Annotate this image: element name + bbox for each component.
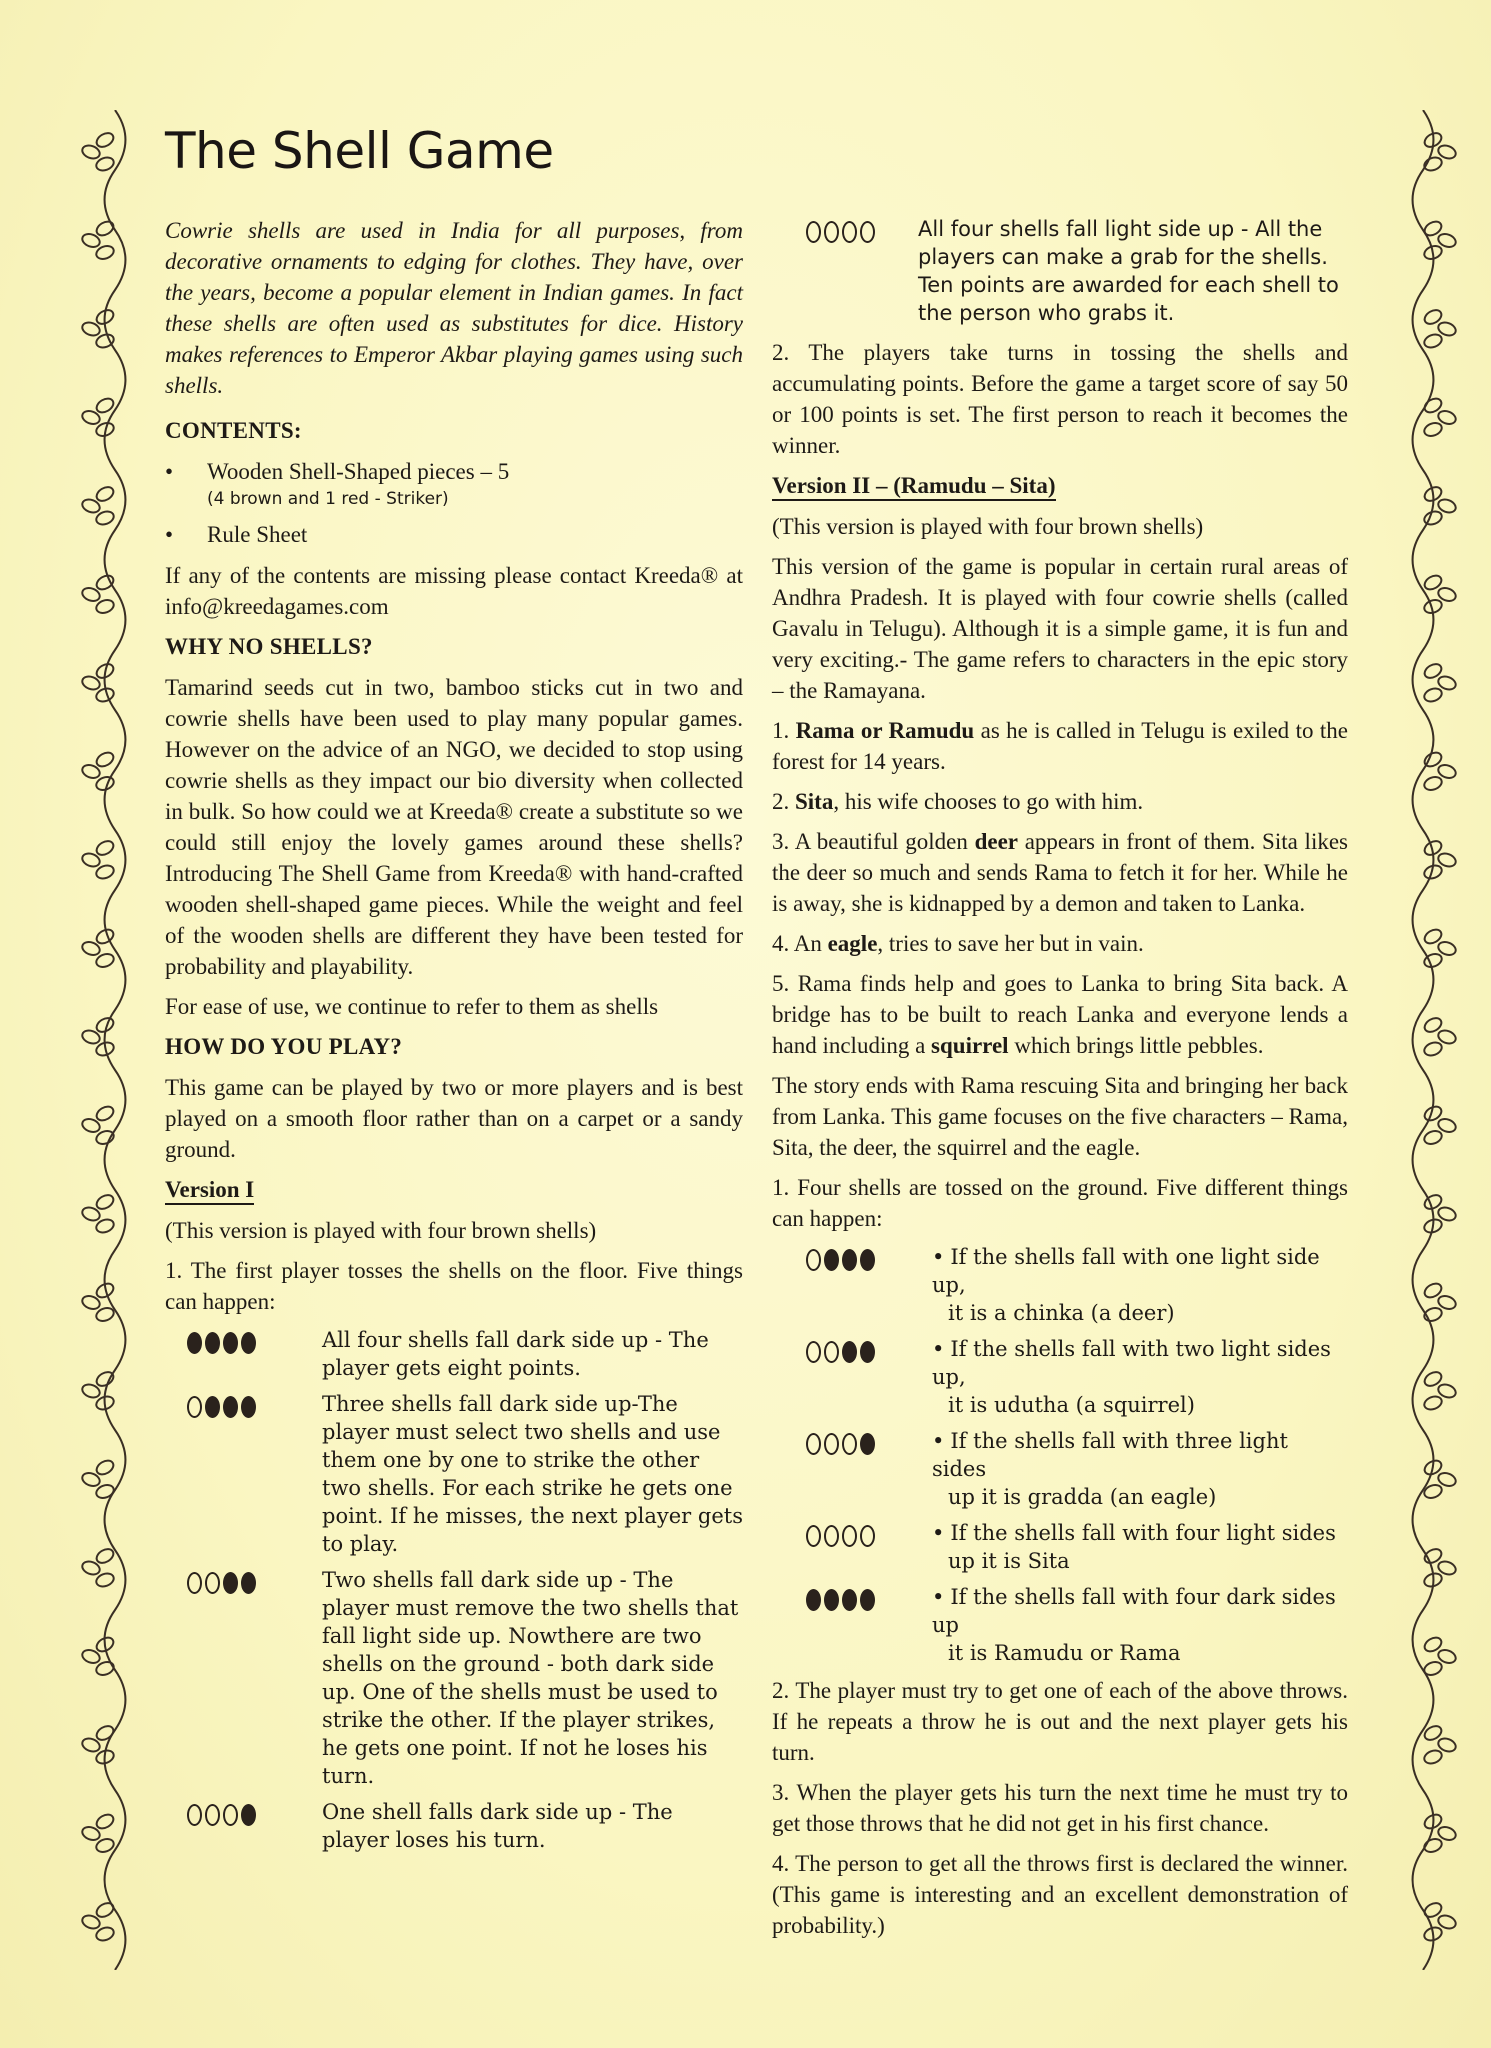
dark-shell-icon <box>860 1341 875 1363</box>
dark-shell-icon <box>842 1249 857 1271</box>
outcome-line: If the shells fall with two light sides up, <box>932 1337 1331 1389</box>
leaf-icon <box>80 838 115 880</box>
light-shell-icon <box>806 221 821 243</box>
leaf-icon <box>1422 573 1457 615</box>
outcome-text <box>932 1427 1348 1511</box>
shell-icons <box>772 1519 932 1547</box>
left-vine-border <box>70 110 160 1970</box>
leaf-icon <box>80 573 115 615</box>
version1-step2: 2. The players take turns in tossing the shells and accumulating points. Before the game a target score of say 50 or 100 points is set. The first person to reach it becomes the winner. <box>772 340 1348 458</box>
light-shell-icon <box>806 1249 821 1271</box>
shell-icons <box>772 1243 932 1271</box>
dark-shell-icon <box>205 1332 220 1354</box>
outcome-text <box>932 1243 1348 1327</box>
dark-shell-icon <box>860 1249 875 1271</box>
shell-icons <box>772 1427 932 1455</box>
story-text: 5. Rama finds help and goes to Lanka to bring Sita back. A bridge has to be built to reach Lanka and everyone lends a hand including a <box>772 971 1348 1058</box>
leaf-icon <box>80 1546 115 1588</box>
page-title: The Shell Game <box>165 122 554 180</box>
missing-contents-note: If any of the contents are missing please contact Kreeda® at info@kreedagames.com <box>165 563 743 619</box>
shell-icons <box>772 215 918 243</box>
light-shell-icon <box>824 221 839 243</box>
light-shell-icon <box>806 1433 821 1455</box>
dark-shell-icon <box>223 1572 238 1594</box>
version2-outcome <box>772 1583 1348 1667</box>
leaf-icon <box>80 1812 115 1854</box>
version2-outcome <box>772 1243 1348 1327</box>
outcome-text: Three shells fall dark side up-The player must select two shells and use them one by one to strike the other two shells. For each strike he gets one point. If he misses, the next player gets to play. <box>322 1392 743 1556</box>
story-text: appears in front of them. Sita likes the deer so much and sends Rama to fetch it for her. While he is away, she is kidnapped by a demon and taken to Lanka. <box>772 829 1348 916</box>
dark-shell-icon <box>806 1589 821 1611</box>
leaf-icon <box>1422 1192 1457 1234</box>
outcome-text <box>932 1335 1348 1419</box>
leaf-icon <box>80 1015 115 1057</box>
story-text: as he is called in Telugu is exiled to the forest for 14 years. <box>772 718 1348 774</box>
version2-step1: 1. Four shells are tossed on the ground. Five different things can happen: <box>772 1175 1348 1231</box>
bullet: • <box>932 1585 945 1609</box>
leaf-icon <box>1422 307 1457 349</box>
leaf-icon <box>80 927 115 969</box>
how-to-play-heading: HOW DO YOU PLAY? <box>165 1034 403 1059</box>
outcome-text <box>932 1519 1348 1575</box>
bullet: • <box>165 522 174 547</box>
story-character: deer <box>974 829 1018 854</box>
outcome-text: Two shells fall dark side up - The player must remove the two shells that fall light side up. Nowthere are two shells on the ground - both dark side up. One of the shells must be used to strike the other. If the player strikes, he gets one point. If not he loses his turn. <box>322 1568 739 1788</box>
leaf-icon <box>1422 1546 1457 1588</box>
contents-list <box>165 456 743 550</box>
version1-outcome <box>165 1566 743 1790</box>
leaf-icon <box>80 750 115 792</box>
leaf-icon <box>80 130 115 172</box>
dark-shell-icon <box>842 1589 857 1611</box>
leaf-icon <box>80 1900 115 1942</box>
story-character: squirrel <box>931 1033 1009 1058</box>
contents-item-sub: (4 brown and 1 red - Striker) <box>207 489 449 509</box>
why-no-shells-heading: WHY NO SHELLS? <box>165 634 373 659</box>
shell-icons <box>165 1390 322 1418</box>
contents-heading: CONTENTS: <box>165 418 302 443</box>
outcome-line: it is udutha (a squirrel) <box>948 1393 1195 1417</box>
contents-item-label: Wooden Shell-Shaped pieces – 5 <box>207 459 510 484</box>
outcome-line: If the shells fall with three light sides <box>932 1429 1288 1481</box>
outcome-line: up it is Sita <box>948 1549 1070 1573</box>
leaf-icon <box>80 1104 115 1146</box>
story-step <box>772 826 1348 919</box>
dark-shell-icon <box>241 1804 256 1826</box>
version1-outcome <box>165 1390 743 1558</box>
story-step <box>772 715 1348 777</box>
story-text: 2. <box>772 789 795 814</box>
leaf-icon <box>80 1458 115 1500</box>
dark-shell-icon <box>860 1589 875 1611</box>
dark-shell-icon <box>860 1433 875 1455</box>
light-shell-icon <box>860 1525 875 1547</box>
story-step <box>772 968 1348 1061</box>
contents-item <box>165 456 743 511</box>
version1-heading: Version I <box>165 1176 254 1205</box>
outcome-line: it is Ramudu or Rama <box>948 1641 1181 1665</box>
leaf-icon <box>1422 396 1457 438</box>
outcome-text: One shell falls dark side up - The player loses his turn. <box>322 1800 673 1852</box>
light-shell-icon <box>187 1396 202 1418</box>
contents-item <box>165 519 743 550</box>
intro-paragraph: Cowrie shells are used in India for all purposes, from decorative ornaments to edging for clothes. They have, over the years, become a popular element in Indian games. In fact these shells are often used as substitutes for dice. History makes references to Emperor Akbar playing games using such shells. <box>165 218 743 398</box>
version2-heading: Version II – (Ramudu – Sita) <box>772 472 1056 501</box>
story-text: which brings little pebbles. <box>1008 1033 1264 1058</box>
leaf-icon <box>80 661 115 703</box>
leaf-icon <box>1422 130 1457 172</box>
version2-outcome <box>772 1519 1348 1575</box>
story-text: 3. A beautiful golden <box>772 829 975 854</box>
leaf-icon <box>80 1192 115 1234</box>
shell-icons <box>165 1326 322 1354</box>
light-shell-icon <box>824 1525 839 1547</box>
light-shell-icon <box>842 221 857 243</box>
version2-step2: 2. The player must try to get one of each of the above throws. If he repeats a throw he is out and the next player gets his turn. <box>772 1678 1348 1765</box>
leaf-icon <box>80 484 115 526</box>
version1-outcome <box>165 1326 743 1382</box>
right-column <box>772 215 1348 1950</box>
right-vine-border <box>1378 110 1468 1970</box>
outcome-line: If the shells fall with four dark sides up <box>932 1585 1336 1637</box>
leaf-icon <box>1422 1104 1457 1146</box>
light-shell-icon <box>223 1804 238 1826</box>
dark-shell-icon <box>223 1332 238 1354</box>
version1-outcome <box>165 1798 743 1854</box>
story-step <box>772 786 1348 817</box>
light-shell-icon <box>824 1433 839 1455</box>
story-text: 4. An <box>772 931 828 956</box>
dark-shell-icon <box>241 1332 256 1354</box>
leaf-icon <box>1422 1458 1457 1500</box>
why-no-shells-body: Tamarind seeds cut in two, bamboo sticks cut in two and cowrie shells have been used to play many popular games. However on the advice of an NGO, we decided to stop using cowrie shells as they impact our bio diversity when collected in bulk. So how could we at Kreeda® create a substitute so we could still enjoy the lovely games around these shells? Introducing The Shell Game from Kreeda® with hand-crafted wooden shell-shaped game pieces. While the weight and feel of the wooden shells are different they have been tested for probability and playability. <box>165 675 743 979</box>
outcome-text: All four shells fall light side up - All the players can make a grab for the shells. Ten points are awarded for each shell to the person who grabs it. <box>918 217 1339 325</box>
light-shell-icon <box>824 1341 839 1363</box>
story-character: Sita <box>795 789 834 814</box>
light-shell-icon <box>806 1341 821 1363</box>
shell-icons <box>772 1583 932 1611</box>
leaf-icon <box>80 219 115 261</box>
version2-outcome <box>772 1335 1348 1419</box>
leaf-icon <box>1422 661 1457 703</box>
light-shell-icon <box>205 1572 220 1594</box>
shell-icons <box>772 1335 932 1363</box>
version2-outcome <box>772 1427 1348 1511</box>
leaf-icon <box>1422 838 1457 880</box>
leaf-icon <box>80 1723 115 1765</box>
dark-shell-icon <box>824 1589 839 1611</box>
leaf-icon <box>1422 750 1457 792</box>
story-text: , tries to save her but in vain. <box>877 931 1144 956</box>
light-shell-icon <box>205 1804 220 1826</box>
outcome-text <box>932 1583 1348 1667</box>
leaf-icon <box>80 1635 115 1677</box>
bullet: • <box>932 1429 945 1453</box>
dark-shell-icon <box>223 1396 238 1418</box>
story-character: Rama or Ramudu <box>795 718 975 743</box>
dark-shell-icon <box>241 1572 256 1594</box>
dark-shell-icon <box>205 1396 220 1418</box>
leaf-icon <box>1422 1723 1457 1765</box>
light-shell-icon <box>187 1804 202 1826</box>
leaf-icon <box>1422 927 1457 969</box>
light-shell-icon <box>842 1525 857 1547</box>
version2-step4: 4. The person to get all the throws first is declared the winner.(This game is interesting and an excellent demonstration of probability.) <box>772 1851 1348 1938</box>
leaf-icon <box>1422 219 1457 261</box>
shell-icons <box>165 1798 322 1826</box>
version2-step3: 3. When the player gets his turn the next time he must try to get those throws that he did not get in his first chance. <box>772 1780 1348 1836</box>
leaf-icon <box>1422 1900 1457 1942</box>
outcome-text: All four shells fall dark side up - The player gets eight points. <box>322 1328 709 1380</box>
story-step <box>772 928 1348 959</box>
story-end: The story ends with Rama rescuing Sita and bringing her back from Lanka. This game focuses on the five characters – Rama, Sita, the deer, the squirrel and the eagle. <box>772 1073 1348 1160</box>
shell-icons <box>165 1566 322 1594</box>
light-shell-icon <box>842 1433 857 1455</box>
how-to-play-body: This game can be played by two or more players and is best played on a smooth floor rather than on a carpet or a sandy ground. <box>165 1075 743 1162</box>
story-text: 1. <box>772 718 796 743</box>
outcome-line: If the shells fall with four light sides <box>950 1521 1336 1545</box>
story-text: , his wife chooses to go with him. <box>833 789 1144 814</box>
leaf-icon <box>1422 1635 1457 1677</box>
light-shell-icon <box>187 1572 202 1594</box>
dark-shell-icon <box>824 1249 839 1271</box>
bullet: • <box>932 1337 945 1361</box>
dark-shell-icon <box>241 1396 256 1418</box>
version2-intro: This version of the game is popular in certain rural areas of Andhra Pradesh. It is played with four cowrie shells (called Gavalu in Telugu). Although it is a simple game, it is fun and very exciting.- The game refers to characters in the epic story – the Ramayana. <box>772 554 1348 703</box>
left-column <box>165 215 743 1862</box>
leaf-icon <box>1422 1369 1457 1411</box>
light-shell-icon <box>860 221 875 243</box>
bullet: • <box>932 1245 945 1269</box>
light-shell-icon <box>806 1525 821 1547</box>
bullet: • <box>932 1521 945 1545</box>
ease-of-use-note: For ease of use, we continue to refer to them as shells <box>165 994 659 1019</box>
outcome-line: up it is gradda (an eagle) <box>948 1485 1217 1509</box>
version1-step1: 1. The first player tosses the shells on the floor. Five things can happen: <box>165 1258 743 1314</box>
version1-outcome <box>772 215 1348 327</box>
outcome-line: If the shells fall with one light side up, <box>932 1245 1320 1297</box>
version1-note: (This version is played with four brown shells) <box>165 1218 597 1243</box>
story-character: eagle <box>827 931 878 956</box>
bullet: • <box>165 459 174 484</box>
leaf-icon <box>1422 1812 1457 1854</box>
dark-shell-icon <box>187 1332 202 1354</box>
outcome-line: it is a chinka (a deer) <box>948 1301 1175 1325</box>
contents-item-label: Rule Sheet <box>207 522 308 547</box>
version2-note: (This version is played with four brown shells) <box>772 514 1204 539</box>
leaf-icon <box>1422 1015 1457 1057</box>
dark-shell-icon <box>842 1341 857 1363</box>
